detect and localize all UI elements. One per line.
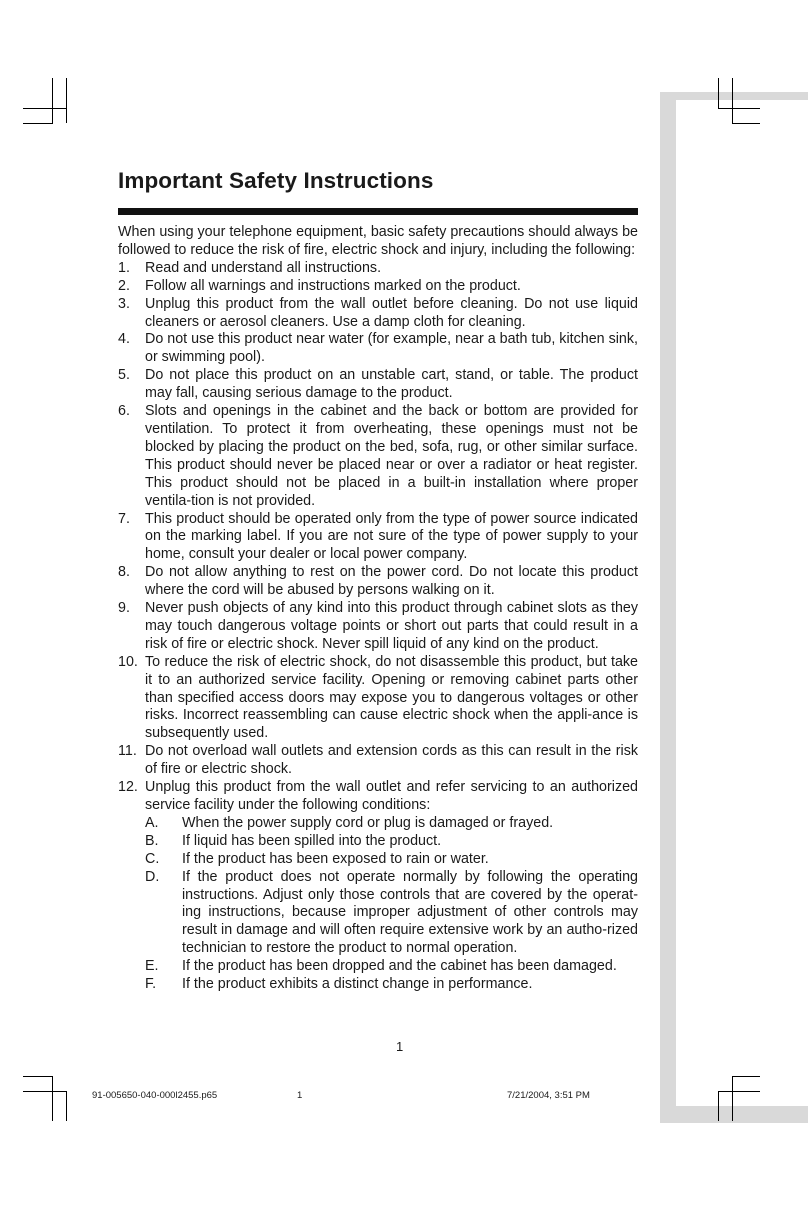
crop-mark <box>732 1076 760 1077</box>
instruction-text: This product should be operated only from the type of power source indicated on the marking label. If you are not sure of the type of power supply to your home, consult your dealer or local power company. <box>145 510 638 563</box>
instruction-number: 4. <box>118 331 130 348</box>
crop-mark <box>732 78 733 123</box>
gray-band <box>660 92 808 100</box>
instruction-number: 6. <box>118 403 130 420</box>
crop-mark <box>23 123 53 124</box>
page-title: Important Safety Instructions <box>118 168 434 193</box>
condition-text: If the product does not operate normally by following the operating instructions. Adjust only those controls that are covered by the operat-ing instructions, because improper adjustment of other controls may result in damage and will often require extensive work by an autho-rized technician to restore the product to normal operation. <box>182 868 638 957</box>
crop-mark <box>52 1076 53 1121</box>
crop-mark <box>66 78 67 123</box>
condition-text: If the product has been dropped and the cabinet has been damaged. <box>182 958 617 975</box>
instruction-text: Do not overload wall outlets and extension cords as this can result in the risk of fire or electric shock. <box>145 743 638 778</box>
crop-mark <box>732 123 760 124</box>
instruction-number: 7. <box>118 510 130 527</box>
crop-mark <box>52 78 53 123</box>
instruction-text: To reduce the risk of electric shock, do not disassemble this product, but take it to an authorized service facility. Opening or removing cabinet parts other than specified access doors may expose you to dangerous voltages or other risks. Incorrect reassembling can cause electric shock when the appli-ance is subsequently used. <box>145 653 638 742</box>
condition-text: If liquid has been spilled into the product. <box>182 832 442 849</box>
instruction-item <box>118 779 638 815</box>
crop-mark <box>718 78 719 108</box>
instruction-item <box>118 278 638 296</box>
crop-mark <box>732 1076 733 1121</box>
condition-item <box>145 815 638 833</box>
condition-item <box>145 976 638 994</box>
instruction-item <box>118 600 638 654</box>
instruction-number: 11. <box>118 743 137 760</box>
instructions-body <box>118 224 638 994</box>
instruction-item <box>118 260 638 278</box>
footer-timestamp: 7/21/2004, 3:51 PM <box>507 1090 590 1101</box>
instruction-text: Follow all warnings and instructions marked on the product. <box>145 277 521 294</box>
instruction-item <box>118 654 638 744</box>
instruction-item <box>118 403 638 510</box>
instruction-item <box>118 564 638 600</box>
instruction-number: 12. <box>118 779 138 796</box>
instruction-text: Read and understand all instructions. <box>145 259 382 276</box>
condition-item <box>145 869 638 959</box>
instruction-text: Do not place this product on an unstable cart, stand, or table. The product may fall, causing serious damage to the product. <box>145 367 638 402</box>
crop-mark <box>23 108 67 109</box>
condition-letter: F. <box>145 976 157 993</box>
instruction-number: 8. <box>118 564 130 581</box>
instruction-number: 3. <box>118 295 130 312</box>
instruction-number: 9. <box>118 600 130 617</box>
condition-text: If the product has been exposed to rain or water. <box>182 850 489 867</box>
crop-mark <box>718 1091 760 1092</box>
intro-paragraph: When using your telephone equipment, basic safety precautions should always be followed to reduce the risk of fire, electric shock and injury, including the following: <box>118 224 638 258</box>
condition-text: If the product exhibits a distinct change in performance. <box>182 976 533 993</box>
footer-page: 1 <box>297 1090 303 1101</box>
instruction-item <box>118 331 638 367</box>
conditions-list <box>145 815 638 994</box>
condition-text: When the power supply cord or plug is damaged or frayed. <box>182 814 554 831</box>
crop-mark <box>23 1091 67 1092</box>
condition-letter: E. <box>145 958 159 975</box>
condition-letter: A. <box>145 814 159 831</box>
instruction-text: Do not allow anything to rest on the power cord. Do not locate this product where the cord will be abused by persons walking on it. <box>145 564 638 599</box>
title-rule <box>118 208 638 215</box>
footer-filename: 91-005650-040-000l2455.p65 <box>92 1090 218 1101</box>
instruction-text: Never push objects of any kind into this product through cabinet slots as they may touch dangerous voltage points or short out parts that could result in a risk of fire or electric shock. Never spill liquid of any kind on the product. <box>145 600 638 652</box>
page-number: 1 <box>396 1039 404 1054</box>
crop-mark <box>23 1076 53 1077</box>
instruction-item <box>118 367 638 403</box>
instruction-number: 5. <box>118 367 130 384</box>
instruction-number: 1. <box>118 259 130 276</box>
gray-band <box>660 1106 808 1123</box>
condition-item <box>145 833 638 851</box>
instruction-text: Do not use this product near water (for example, near a bath tub, kitchen sink, or swimming pool). <box>145 331 638 366</box>
instruction-item <box>118 511 638 565</box>
instruction-item <box>118 743 638 779</box>
gray-band <box>660 92 676 1123</box>
instruction-text: Unplug this product from the wall outlet and refer servicing to an authorized service facility under the following conditions: <box>145 779 638 813</box>
condition-letter: D. <box>145 868 160 885</box>
instructions-list <box>118 260 638 815</box>
condition-item <box>145 958 638 976</box>
crop-mark <box>718 108 760 109</box>
instruction-text: Slots and openings in the cabinet and the back or bottom are provided for ventilation. To protect it from overheating, these openings must not be blocked by placing the product on the bed, sofa, rug, or other similar surface. This product should never be placed near or over a radiator or heat register. This product should not be placed in a built-in installation where proper ventila-tion is not provided. <box>145 403 638 509</box>
instruction-number: 2. <box>118 277 130 294</box>
condition-letter: B. <box>145 832 159 849</box>
instruction-text: Unplug this product from the wall outlet before cleaning. Do not use liquid cleaners or aerosol cleaners. Use a damp cloth for cleaning. <box>145 295 638 330</box>
instruction-item <box>118 296 638 332</box>
instruction-number: 10. <box>118 653 138 670</box>
condition-item <box>145 851 638 869</box>
condition-letter: C. <box>145 850 160 867</box>
crop-mark <box>66 1091 67 1121</box>
crop-mark <box>718 1091 719 1121</box>
